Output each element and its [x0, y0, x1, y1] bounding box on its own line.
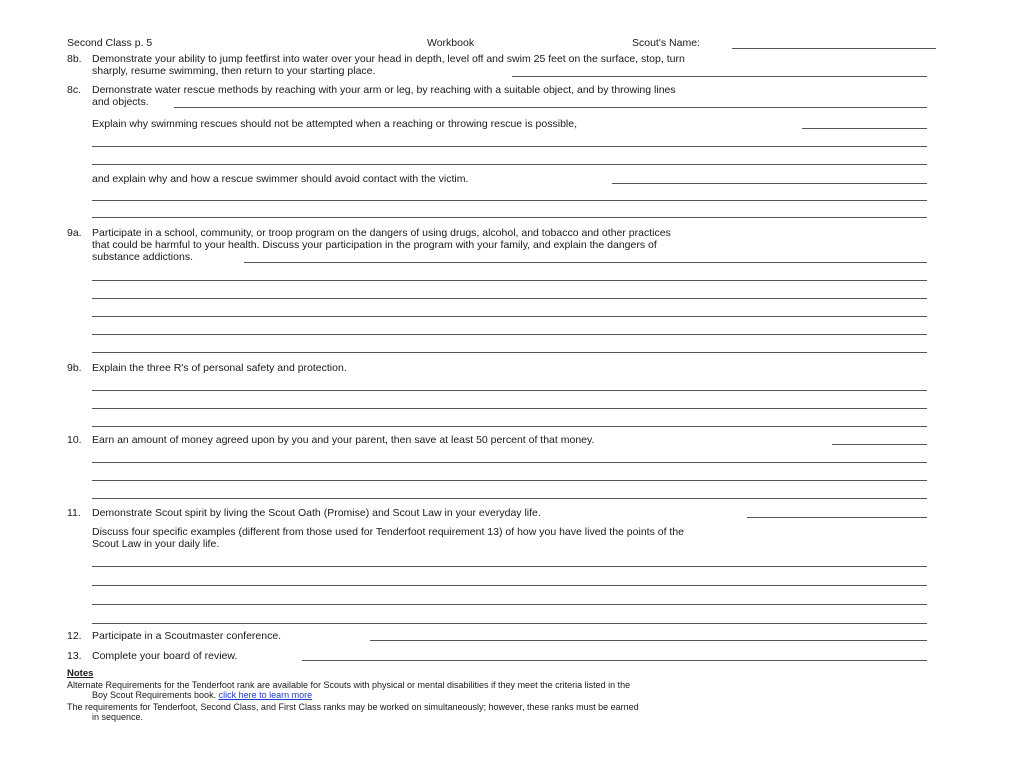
- answer-line[interactable]: [92, 604, 927, 605]
- scout-name-blank[interactable]: [732, 48, 936, 49]
- req-8b-text-2: sharply, resume swimming, then return to your starting place.: [92, 65, 376, 77]
- answer-line[interactable]: [92, 217, 927, 218]
- answer-line[interactable]: [512, 76, 927, 77]
- req-8c-explain: Explain why swimming rescues should not be attempted when a reaching or throwing rescue is possible,: [92, 118, 577, 130]
- req-9b-number: 9b.: [67, 362, 82, 374]
- note-1-line-1: Alternate Requirements for the Tenderfoot rank are available for Scouts with physical or mental disabilities if they meet the criteria listed in the: [67, 680, 631, 690]
- req-11-text: Demonstrate Scout spirit by living the Scout Oath (Promise) and Scout Law in your everyday life.: [92, 507, 541, 519]
- doc-title: Workbook: [427, 37, 475, 49]
- answer-line[interactable]: [92, 498, 927, 499]
- answer-line[interactable]: [832, 444, 927, 445]
- answer-line[interactable]: [92, 623, 927, 624]
- answer-line[interactable]: [612, 183, 927, 184]
- answer-line[interactable]: [92, 164, 927, 165]
- req-13-number: 13.: [67, 650, 82, 662]
- note-2-line-2: in sequence.: [92, 712, 144, 722]
- answer-line[interactable]: [92, 390, 927, 391]
- answer-line[interactable]: [92, 408, 927, 409]
- notes-heading: Notes: [67, 668, 94, 679]
- req-10-number: 10.: [67, 434, 82, 446]
- req-9a-text-1: Participate in a school, community, or troop program on the dangers of using drugs, alcohol, and tobacco and other practices: [92, 227, 671, 239]
- answer-line[interactable]: [802, 128, 927, 129]
- req-8c-text-1: Demonstrate water rescue methods by reaching with your arm or leg, by reaching with a suitable object, and by throwing lines: [92, 84, 676, 96]
- answer-line[interactable]: [92, 316, 927, 317]
- req-11-discuss-2: Scout Law in your daily life.: [92, 538, 220, 550]
- scout-name-label: Scout's Name:: [632, 37, 700, 49]
- answer-line[interactable]: [92, 480, 927, 481]
- req-13-text: Complete your board of review.: [92, 650, 238, 662]
- req-8b-number: 8b.: [67, 53, 82, 65]
- note-1-line-2: [92, 690, 312, 700]
- answer-line[interactable]: [92, 200, 927, 201]
- answer-line[interactable]: [174, 107, 927, 108]
- answer-line[interactable]: [92, 334, 927, 335]
- req-11-number: 11.: [67, 507, 81, 519]
- req-9a-number: 9a.: [67, 227, 82, 239]
- req-8c-number: 8c.: [67, 84, 82, 96]
- answer-line[interactable]: [747, 517, 927, 518]
- answer-line[interactable]: [92, 566, 927, 567]
- req-12-number: 12.: [67, 630, 82, 642]
- answer-line[interactable]: [302, 660, 927, 661]
- answer-line[interactable]: [92, 426, 927, 427]
- req-9b-text: Explain the three R's of personal safety and protection.: [92, 362, 347, 374]
- req-10-text: Earn an amount of money agreed upon by you and your parent, then save at least 50 percent of that money.: [92, 434, 595, 446]
- req-12-text: Participate in a Scoutmaster conference.: [92, 630, 282, 642]
- note-1-text: Boy Scout Requirements book.: [92, 690, 217, 700]
- answer-line[interactable]: [370, 640, 927, 641]
- req-11-discuss-1: Discuss four specific examples (different from those used for Tenderfoot requirement 13) of how you have lived the points of the: [92, 526, 685, 538]
- answer-line[interactable]: [92, 585, 927, 586]
- page-label: Second Class p. 5: [67, 37, 153, 49]
- answer-line[interactable]: [92, 146, 927, 147]
- answer-line[interactable]: [92, 352, 927, 353]
- req-8c-contact: and explain why and how a rescue swimmer should avoid contact with the victim.: [92, 173, 469, 185]
- answer-line[interactable]: [92, 462, 927, 463]
- req-8b-text-1: Demonstrate your ability to jump feetfirst into water over your head in depth, level off and swim 25 feet on the surface, stop, turn: [92, 53, 685, 65]
- req-9a-text-2: that could be harmful to your health. Discuss your participation in the program with your family, and explain the dangers of: [92, 239, 657, 251]
- note-2-line-1: The requirements for Tenderfoot, Second Class, and First Class ranks may be worked on simultaneously; however, these ranks must be earned: [67, 702, 639, 712]
- req-8c-text-2: and objects.: [92, 96, 149, 108]
- req-9a-text-3: substance addictions.: [92, 251, 193, 263]
- answer-line[interactable]: [244, 262, 927, 263]
- learn-more-link[interactable]: click here to learn more: [218, 690, 313, 700]
- answer-line[interactable]: [92, 298, 927, 299]
- answer-line[interactable]: [92, 280, 927, 281]
